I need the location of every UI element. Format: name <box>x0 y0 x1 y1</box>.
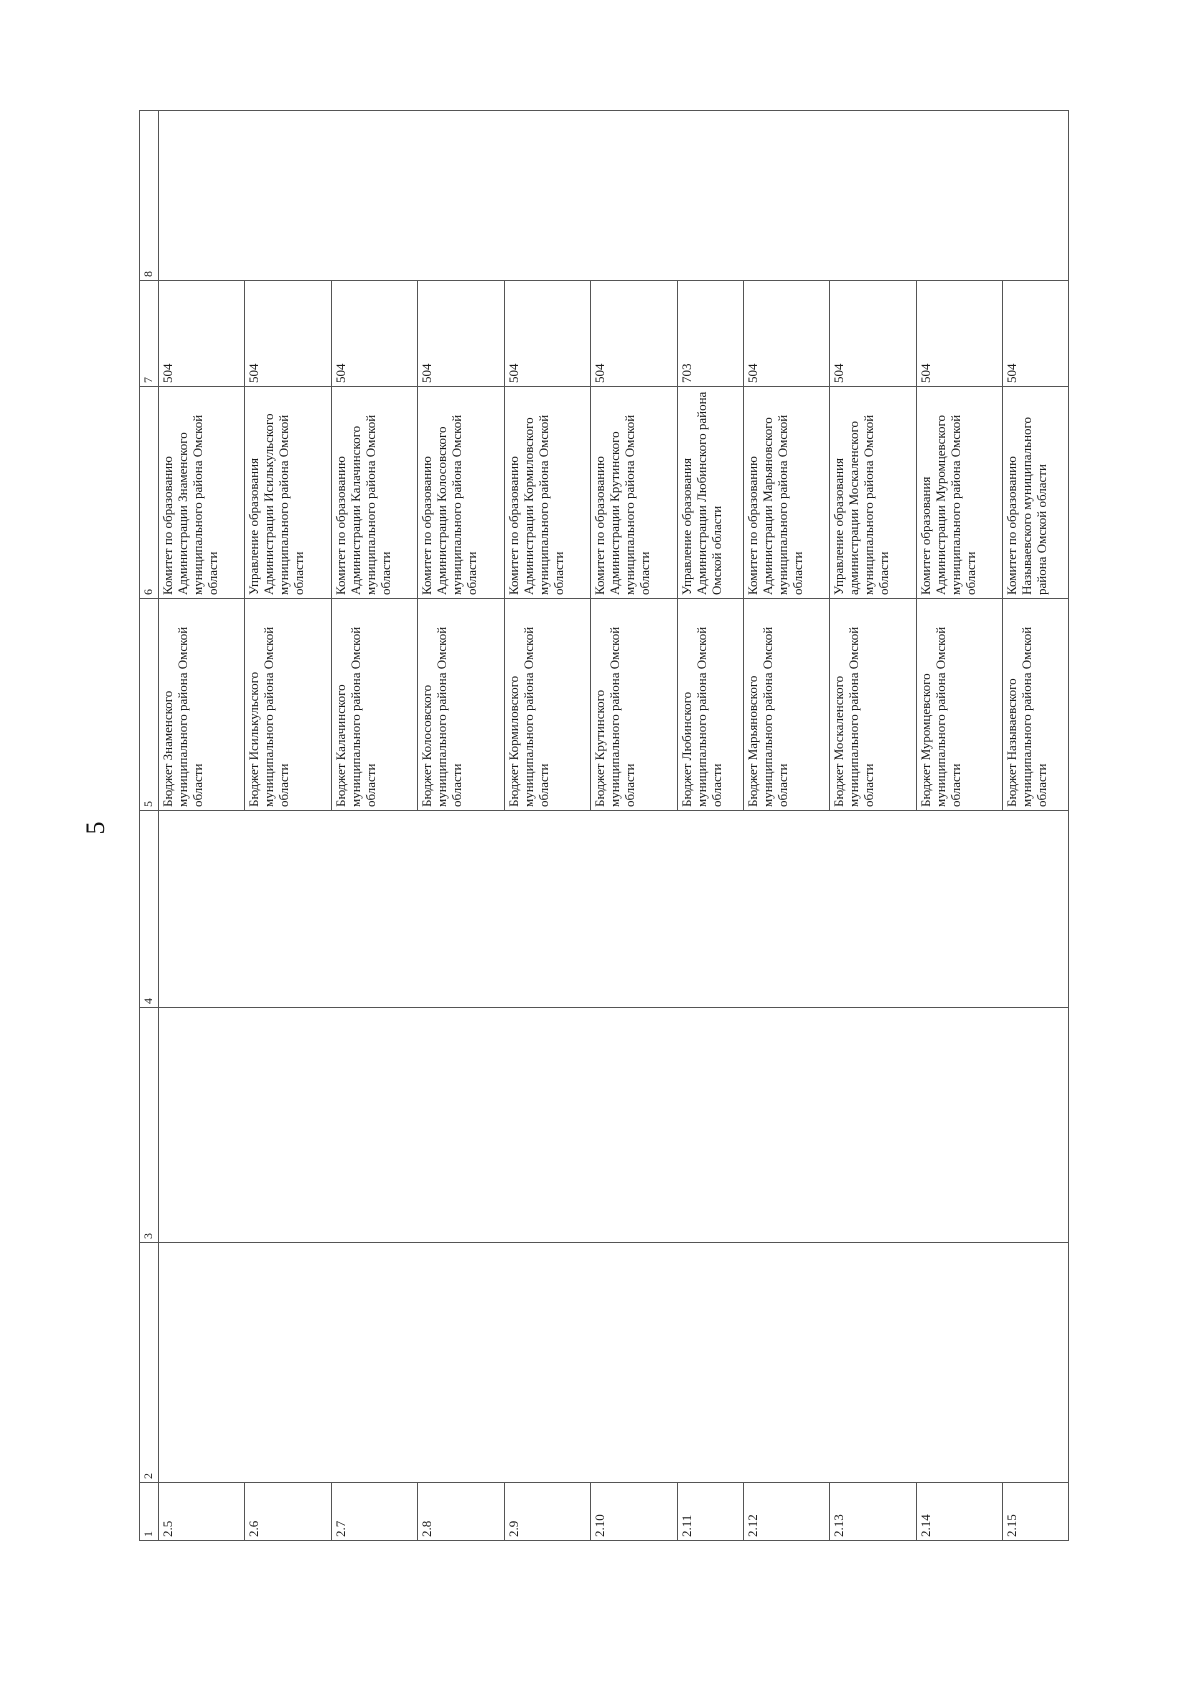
administrator-cell: Управление образования Администрации Исилькульского муниципального района Омской области <box>245 387 331 599</box>
administrator-cell: Управление образования Администрации Любинского района Омской области <box>677 387 743 599</box>
budget-cell: Бюджет Любинского муниципального района Омской области <box>677 599 743 811</box>
table-row <box>159 111 245 1541</box>
col-header-1: 1 <box>140 1483 159 1541</box>
col-header-5: 5 <box>140 599 159 811</box>
budget-cell: Бюджет Марьяновского муниципального района Омской области <box>743 599 829 811</box>
budget-cell: Бюджет Называевского муниципального района Омской области <box>1003 599 1069 811</box>
row-number: 2.7 <box>331 1483 417 1541</box>
code-cell: 504 <box>159 281 245 387</box>
row-number: 2.15 <box>1003 1483 1069 1541</box>
code-cell: 504 <box>418 281 504 387</box>
row-number: 2.14 <box>916 1483 1002 1541</box>
empty-cell-col8 <box>159 111 1069 281</box>
row-number: 2.9 <box>504 1483 590 1541</box>
budget-cell: Бюджет Крутинского муниципального района Омской области <box>591 599 677 811</box>
col-header-7: 7 <box>140 281 159 387</box>
budget-cell: Бюджет Москаленского муниципального района Омской области <box>830 599 916 811</box>
code-cell: 504 <box>743 281 829 387</box>
row-number: 2.11 <box>677 1483 743 1541</box>
administrator-cell: Комитет по образованию Называевского муниципального района Омской области <box>1003 387 1069 599</box>
col-header-2: 2 <box>140 1243 159 1483</box>
budget-cell: Бюджет Колосовского муниципального района Омской области <box>418 599 504 811</box>
row-number: 2.13 <box>830 1483 916 1541</box>
empty-cell-col2 <box>159 1243 1069 1483</box>
code-cell: 703 <box>677 281 743 387</box>
budget-cell: Бюджет Калачинского муниципального района Омской области <box>331 599 417 811</box>
code-cell: 504 <box>591 281 677 387</box>
administrator-cell: Комитет по образованию Администрации Знаменского муниципального района Омской области <box>159 387 245 599</box>
administrator-cell: Комитет по образованию Администрации Колосовского муниципального района Омской области <box>418 387 504 599</box>
col-header-3: 3 <box>140 1008 159 1243</box>
administrator-cell: Комитет по образованию Администрации Калачинского муниципального района Омской области <box>331 387 417 599</box>
code-cell: 504 <box>916 281 1002 387</box>
budget-cell: Бюджет Кормиловского муниципального района Омской области <box>504 599 590 811</box>
col-header-4: 4 <box>140 811 159 1008</box>
budget-cell: Бюджет Знаменского муниципального района Омской области <box>159 599 245 811</box>
empty-cell-col3 <box>159 1008 1069 1243</box>
code-cell: 504 <box>830 281 916 387</box>
code-cell: 504 <box>504 281 590 387</box>
administrator-cell: Управление образования администрации Москаленского муниципального района Омской области <box>830 387 916 599</box>
row-number: 2.6 <box>245 1483 331 1541</box>
code-cell: 504 <box>245 281 331 387</box>
rotated-table <box>139 111 1069 1541</box>
row-number: 2.8 <box>418 1483 504 1541</box>
row-number: 2.10 <box>591 1483 677 1541</box>
budget-cell: Бюджет Исилькульского муниципального района Омской области <box>245 599 331 811</box>
code-cell: 504 <box>1003 281 1069 387</box>
budget-cell: Бюджет Муромцевского муниципального района Омской области <box>916 599 1002 811</box>
col-header-6: 6 <box>140 387 159 599</box>
row-number: 2.12 <box>743 1483 829 1541</box>
page-number: 5 <box>81 821 110 835</box>
table-container <box>139 111 1069 1541</box>
administrator-cell: Комитет по образованию Администрации Крутинского муниципального района Омской области <box>591 387 677 599</box>
empty-cell-col4 <box>159 811 1069 1008</box>
col-header-8: 8 <box>140 111 159 281</box>
header-row <box>140 111 159 1541</box>
row-number: 2.5 <box>159 1483 245 1541</box>
administrator-cell: Комитет по образованию Администрации Марьяновского муниципального района Омской области <box>743 387 829 599</box>
administrator-cell: Комитет по образованию Администрации Кормиловского муниципального района Омской области <box>504 387 590 599</box>
code-cell: 504 <box>331 281 417 387</box>
administrator-cell: Комитет образования Администрации Муромцевского муниципального района Омской области <box>916 387 1002 599</box>
data-table <box>139 110 1069 1541</box>
